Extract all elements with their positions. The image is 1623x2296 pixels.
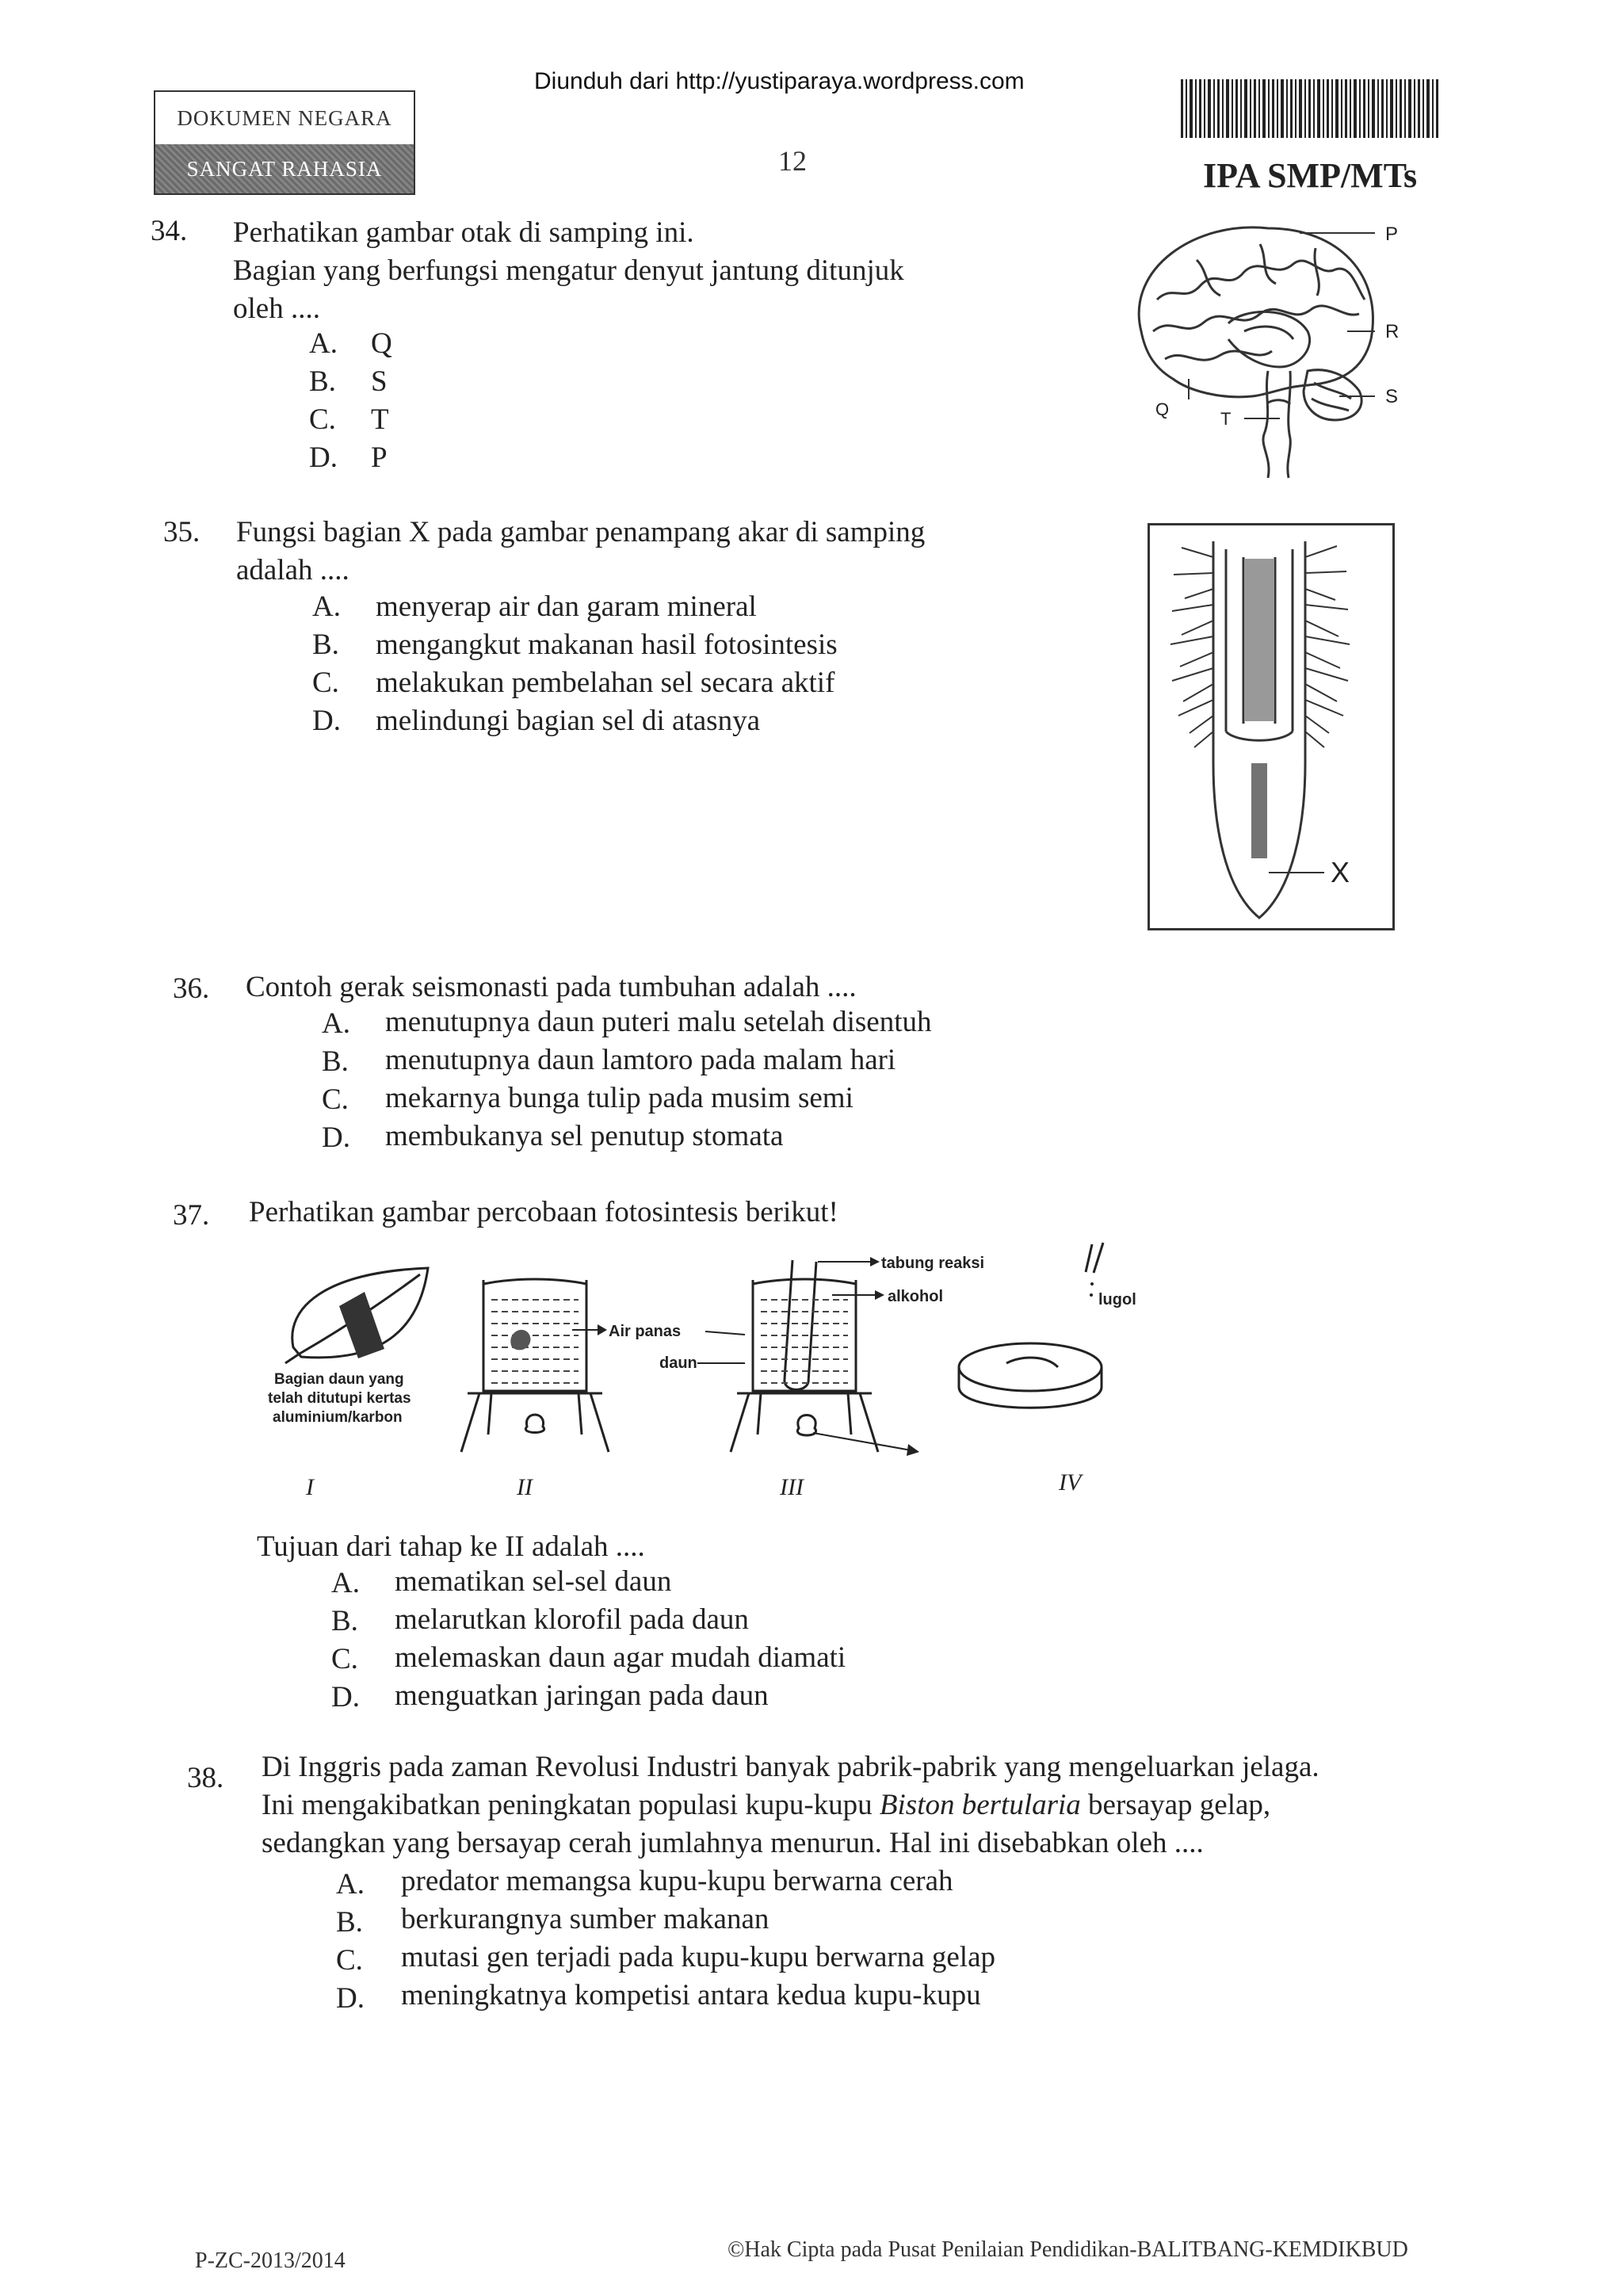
- question-37-option-b-letter: B.: [331, 1605, 358, 1637]
- question-36-line-1: Contoh gerak seismonasti pada tumbuhan adalah ....: [246, 971, 857, 1003]
- question-35-line-1: Fungsi bagian X pada gambar penampang akar di samping: [236, 516, 926, 548]
- label-tabung-reaksi: tabung reaksi: [881, 1255, 985, 1272]
- question-35-option-a-text: menyerap air dan garam mineral: [376, 590, 757, 623]
- classification-label: SANGAT RAHASIA: [155, 144, 414, 193]
- footer-copyright: ©Hak Cipta pada Pusat Penilaian Pendidikan-BALITBANG-KEMDIKBUD: [727, 2237, 1408, 2262]
- question-38-text: [262, 1748, 1474, 1862]
- root-cross-section-diagram: [1150, 525, 1392, 928]
- question-34-line-3: oleh ....: [233, 292, 320, 325]
- brain-label-t: T: [1220, 409, 1232, 429]
- question-37-option-d-text: menguatkan jaringan pada daun: [395, 1679, 769, 1712]
- question-36-text: [246, 968, 857, 1007]
- question-38-option-a-text: predator memangsa kupu-kupu berwarna cerah: [401, 1865, 953, 1897]
- leaf-caption-line-2: telah ditutupi kertas: [268, 1390, 411, 1407]
- question-36-option-c-text: mekarnya bunga tulip pada musim semi: [385, 1082, 854, 1114]
- brain-label-p: P: [1385, 223, 1399, 245]
- footer-exam-code: P-ZC-2013/2014: [195, 2248, 346, 2273]
- question-36-option-d-letter: D.: [322, 1121, 350, 1154]
- question-36-option-a-text: menutupnya daun puteri malu setelah disentuh: [385, 1006, 932, 1038]
- question-34-number: 34.: [151, 215, 188, 247]
- label-alkohol: alkohol: [888, 1288, 944, 1305]
- leaf-caption-line-3: aluminium/karbon: [273, 1409, 403, 1426]
- question-34-line-1: Perhatikan gambar otak di samping ini.: [233, 216, 694, 249]
- subject-title: IPA SMP/MTs: [1203, 156, 1418, 195]
- question-35-option-d-letter: D.: [312, 705, 341, 737]
- species-name: Biston bertularia: [879, 1789, 1081, 1821]
- question-34-option-b-text: S: [371, 365, 388, 398]
- question-35-option-b-text: mengangkut makanan hasil fotosintesis: [376, 628, 838, 661]
- photosynthesis-experiment-diagram: [254, 1236, 1173, 1506]
- root-figure-frame: [1148, 523, 1395, 930]
- question-38-option-d-letter: D.: [336, 1982, 365, 2015]
- question-36-option-b-letter: B.: [322, 1045, 349, 1078]
- brain-label-r: R: [1385, 321, 1400, 342]
- question-37-option-a-text: mematikan sel-sel daun: [395, 1565, 672, 1598]
- question-38-line-2: [262, 1786, 1474, 1824]
- question-37-option-c-text: melemaskan daun agar mudah diamati: [395, 1641, 846, 1674]
- question-38-option-b-text: berkurangnya sumber makanan: [401, 1903, 769, 1935]
- question-37-option-b-text: melarutkan klorofil pada daun: [395, 1603, 749, 1636]
- question-34-line-2: Bagian yang berfungsi mengatur denyut jantung ditunjuk: [233, 254, 904, 287]
- question-38-line-3: sedangkan yang bersayap cerah jumlahnya menurun. Hal ini disebabkan oleh ....: [262, 1827, 1204, 1859]
- question-37-number: 37.: [173, 1199, 210, 1232]
- stage-2-beaker: [461, 1279, 609, 1452]
- question-38-line-1: Di Inggris pada zaman Revolusi Industri banyak pabrik-pabrik yang mengeluarkan jelaga.: [262, 1751, 1319, 1783]
- label-daun: daun: [659, 1354, 697, 1372]
- brain-diagram: [1109, 212, 1426, 482]
- source-url: Diunduh dari http://yustiparaya.wordpress.com: [534, 68, 1025, 94]
- question-34-option-a-letter: A.: [309, 327, 338, 360]
- question-35-line-2: adalah ....: [236, 554, 349, 586]
- question-36-option-d-text: membukanya sel penutup stomata: [385, 1120, 784, 1152]
- question-36-option-b-text: menutupnya daun lamtoro pada malam hari: [385, 1044, 896, 1076]
- question-36-number: 36.: [173, 972, 210, 1005]
- question-38-option-c-text: mutasi gen terjadi pada kupu-kupu berwarna gelap: [401, 1941, 996, 1973]
- page-number: 12: [778, 145, 807, 177]
- question-35-option-a-letter: A.: [312, 590, 341, 623]
- label-lugol: lugol: [1098, 1291, 1136, 1308]
- question-34-option-a-text: Q: [371, 327, 392, 360]
- question-34-option-d-text: P: [371, 441, 388, 474]
- stage-label-1: I: [306, 1474, 314, 1500]
- question-37-option-d-letter: D.: [331, 1681, 360, 1713]
- question-34-option-c-letter: C.: [309, 403, 336, 436]
- question-37-prompt: Tujuan dari tahap ke II adalah ....: [257, 1530, 645, 1563]
- stage-label-4: IV: [1059, 1469, 1082, 1496]
- stage-label-2: II: [517, 1474, 533, 1500]
- question-37-option-a-letter: A.: [331, 1567, 360, 1599]
- barcode: [1178, 78, 1444, 141]
- question-37-text: [249, 1194, 838, 1232]
- question-34-text: [233, 214, 904, 328]
- root-label-x: X: [1331, 856, 1350, 888]
- question-38-option-b-letter: B.: [336, 1906, 363, 1939]
- question-38-line-2-start: Ini mengakibatkan peningkatan populasi kupu-kupu: [262, 1789, 880, 1821]
- question-38-number: 38.: [187, 1762, 224, 1794]
- document-classification-box: [154, 90, 415, 195]
- brain-label-q: Q: [1155, 399, 1170, 419]
- question-35-option-d-text: melindungi bagian sel di atasnya: [376, 705, 760, 737]
- question-38-option-a-letter: A.: [336, 1868, 365, 1901]
- label-air-panas: Air panas: [609, 1323, 682, 1340]
- question-35-option-c-letter: C.: [312, 667, 339, 699]
- stage-3-beaker-with-test-tube: [731, 1260, 878, 1452]
- question-35-text: [236, 514, 925, 590]
- question-34-option-c-text: T: [371, 403, 389, 436]
- document-type-label: DOKUMEN NEGARA: [177, 106, 392, 130]
- leaf-caption-line-1: Bagian daun yang: [274, 1371, 404, 1388]
- question-35-option-c-text: melakukan pembelahan sel secara aktif: [376, 667, 835, 699]
- stage-label-3: III: [780, 1474, 804, 1500]
- question-36-option-a-letter: A.: [322, 1007, 350, 1040]
- question-35-option-b-letter: B.: [312, 628, 339, 661]
- question-34-option-b-letter: B.: [309, 365, 336, 398]
- question-37-line-1: Perhatikan gambar percobaan fotosintesis berikut!: [249, 1196, 838, 1228]
- question-38-option-d-text: meningkatnya kompetisi antara kedua kupu-kupu: [401, 1979, 981, 2011]
- question-35-number: 35.: [163, 516, 200, 548]
- question-38-line-2-end: bersayap gelap,: [1080, 1789, 1271, 1821]
- question-36-option-c-letter: C.: [322, 1083, 349, 1116]
- brain-label-s: S: [1385, 386, 1399, 407]
- question-34-option-d-letter: D.: [309, 441, 338, 474]
- question-37-option-c-letter: C.: [331, 1643, 358, 1675]
- question-38-option-c-letter: C.: [336, 1944, 363, 1977]
